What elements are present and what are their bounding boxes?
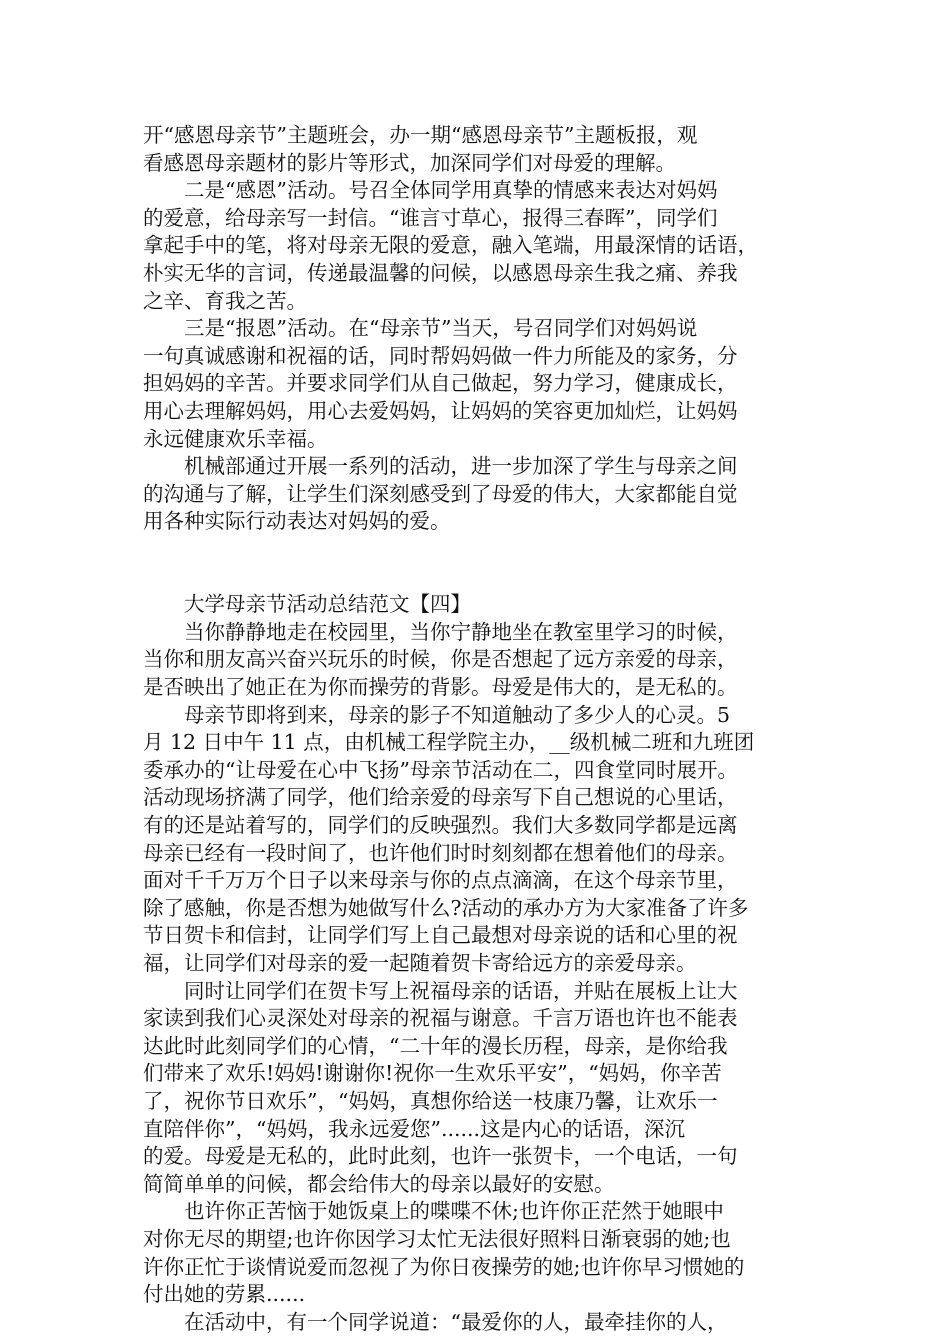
text-line: 许你正忙于谈情说爱而忽视了为你日夜操劳的她;也许你早习惯她的 <box>143 1254 745 1279</box>
text-line: 简简单单的问候，都会给伟大的母亲以最好的安慰。 <box>143 1171 615 1196</box>
text-line: 朴实无华的言词，传递最温馨的问候，以感恩母亲生我之痛、养我 <box>143 261 738 285</box>
text-line: 是否映出了她正在为你而操劳的背影。母爱是伟大的，是无私的。 <box>143 675 738 699</box>
text-line: 母亲已经有一段时间了，也许他们时时刻刻都在想着他们的母亲。 <box>143 840 738 865</box>
text-line: 同时让同学们在贺卡写上祝福母亲的话语，并贴在展板上让大 <box>143 978 738 1003</box>
text-line: 们带来了欢乐!妈妈!谢谢你!祝你一生欢乐平安”，“妈妈，你辛苦 <box>143 1061 722 1086</box>
text-line: 拿起手中的笔，将对母亲无限的爱意，融入笔端，用最深情的话语， <box>143 233 758 258</box>
text-line: 之辛、育我之苦。 <box>143 288 307 313</box>
text-line: 福，让同学们对母亲的爱一起随着贺卡寄给远方的亲爱母亲。 <box>143 951 697 975</box>
text-line: 面对千千万万个日子以来母亲与你的点点滴滴，在这个母亲节里， <box>143 868 738 893</box>
text-line: 一句真诚感谢和祝福的话，同时帮妈妈做一件力所能及的家务，分 <box>143 343 738 368</box>
text-line: 用心去理解妈妈，用心去爱妈妈，让妈妈的笑容更加灿烂，让妈妈 <box>143 399 738 423</box>
text-line: 当你静静地走在校园里，当你宁静地坐在教室里学习的时候， <box>143 619 738 644</box>
text-line: 担妈妈的辛苦。并要求同学们从自己做起，努力学习，健康成长， <box>143 371 738 396</box>
text-line: 开“感恩母亲节”主题班会，办一期“感恩母亲节”主题板报，观 <box>143 123 698 147</box>
text-line: 月 12 日中午 11 点，由机械工程学院主办，__级机械二班和九班团 <box>143 730 755 755</box>
text-line: 看感恩母亲题材的影片等形式，加深同学们对母爱的理解。 <box>143 150 676 175</box>
text-line: 节日贺卡和信封，让同学们写上自己最想对母亲说的话和心里的祝 <box>143 923 738 948</box>
text-line: 达此时此刻同学们的心情，“二十年的漫长历程，母亲，是你给我 <box>143 1033 728 1058</box>
text-line: 在活动中，有一个同学说道：“最爱你的人，最牵挂你的人， <box>143 1309 728 1334</box>
text-line: 永远健康欢乐幸福。 <box>143 426 328 451</box>
text-line: 的爱意，给母亲写一封信。“谁言寸草心，报得三春晖”，同学们 <box>143 205 718 230</box>
text-line: 的爱。母爱是无私的，此时此刻，也许一张贺卡，一个电话，一句 <box>143 1144 738 1169</box>
text-line: 二是“感恩”活动。号召全体同学用真挚的情感来表达对妈妈 <box>143 178 718 203</box>
text-line: 付出她的劳累...... <box>143 1282 306 1307</box>
text-line: 的沟通与了解，让学生们深刻感受到了母爱的伟大，大家都能自觉 <box>143 481 738 506</box>
section-heading: 大学母亲节活动总结范文【四】 <box>143 592 471 617</box>
text-line: 也许你正苦恼于她饭桌上的喋喋不休;也许你正茫然于她眼中 <box>143 1199 724 1224</box>
text-line: 除了感触，你是否想为她做写什么?活动的承办方为大家准备了许多 <box>143 895 749 920</box>
text-line: 三是“报恩”活动。在“母亲节”当天，号召同学们对妈妈说 <box>143 316 698 341</box>
text-line: 了，祝你节日欢乐”，“妈妈，真想你给送一枝康乃馨，让欢乐一 <box>143 1089 718 1113</box>
text-line: 用各种实际行动表达对妈妈的爱。 <box>143 509 451 534</box>
text-line: 直陪伴你”，“妈妈，我永远爱您”......这是内心的话语，深沉 <box>143 1116 686 1141</box>
text-line: 当你和朋友高兴奋兴玩乐的时候，你是否想起了远方亲爱的母亲， <box>143 647 738 672</box>
text-line: 有的还是站着写的，同学们的反映强烈。我们大多数同学都是远离 <box>143 813 738 837</box>
text-line: 委承办的“让母爱在心中飞扬”母亲节活动在二，四食堂同时展开。 <box>143 757 738 782</box>
text-line: 对你无尽的期望;也许你因学习太忙无法很好照料日渐衰弱的她;也 <box>143 1227 731 1251</box>
text-line: 家读到我们心灵深处对母亲的祝福与谢意。千言万语也许也不能表 <box>143 1006 738 1031</box>
text-line: 母亲节即将到来，母亲的影子不知道触动了多少人的心灵。5 <box>143 702 731 727</box>
text-line: 机械部通过开展一系列的活动，进一步加深了学生与母亲之间 <box>143 454 738 479</box>
text-line: 活动现场挤满了同学，他们给亲爱的母亲写下自己想说的心里话， <box>143 785 738 810</box>
